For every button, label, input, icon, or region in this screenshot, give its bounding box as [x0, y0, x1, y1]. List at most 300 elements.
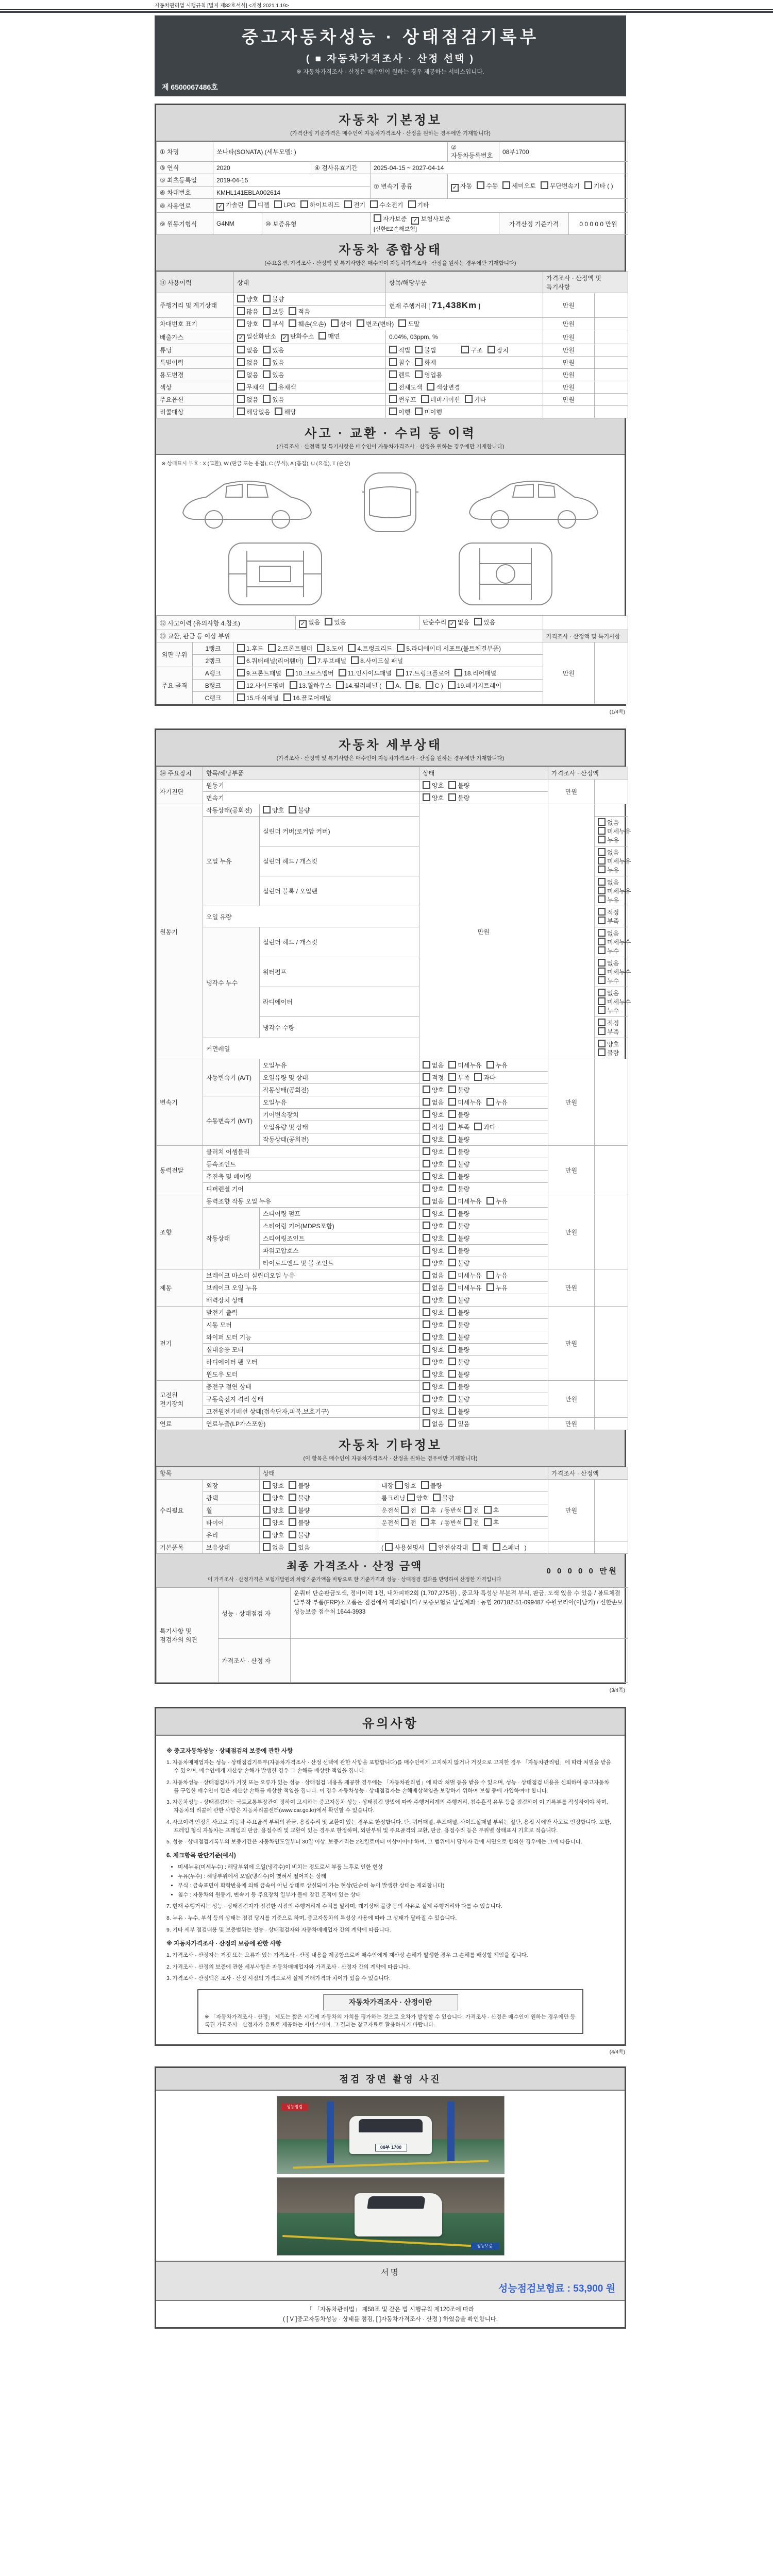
checkbox-option	[598, 997, 631, 1006]
checkbox-불량[interactable]	[448, 1308, 456, 1316]
checkbox-없음[interactable]	[598, 818, 606, 826]
field-car-name-label: ① 차명	[157, 142, 213, 162]
checkbox-없음[interactable]	[423, 1061, 430, 1069]
checkbox-option	[423, 1160, 444, 1168]
checkbox-장치[interactable]	[488, 346, 495, 353]
checkbox-13.휠하우스[interactable]	[290, 681, 297, 689]
checkbox-불량[interactable]	[448, 1395, 456, 1402]
checkbox-label: 상이	[340, 320, 352, 328]
checkbox-불량[interactable]	[448, 1110, 456, 1118]
checkbox-해당[interactable]	[275, 408, 282, 415]
checkbox-기타[interactable]	[465, 395, 473, 403]
checkbox-불량[interactable]	[448, 781, 456, 789]
checkbox-option	[448, 1333, 469, 1342]
checkbox-미세누유[interactable]	[598, 887, 606, 894]
checkbox-양호[interactable]	[423, 1395, 430, 1402]
checkbox-미세누유[interactable]	[598, 827, 606, 835]
detail-item: 실린더 헤드 / 개스킷	[260, 846, 419, 876]
field-inspection-label: ④ 검사유효기간	[311, 162, 371, 174]
checkbox-전체도색[interactable]	[389, 383, 397, 391]
checkbox-label: 해당	[284, 409, 296, 416]
checkbox-누유[interactable]	[486, 1197, 494, 1205]
checkbox-불량[interactable]	[433, 1494, 441, 1501]
checkbox-있음[interactable]	[289, 1543, 296, 1551]
checkbox-자가보증[interactable]	[374, 214, 381, 222]
checkbox-B,[interactable]	[406, 681, 413, 689]
checkbox-부족[interactable]	[448, 1073, 456, 1081]
checkbox-있음[interactable]	[263, 370, 271, 378]
checkbox-불량[interactable]	[448, 1234, 456, 1242]
checkbox-후[interactable]	[421, 1518, 429, 1526]
checkbox-불량[interactable]	[448, 1345, 456, 1353]
checkbox-18.리어패널[interactable]	[455, 669, 462, 676]
checkbox-label: 양호	[416, 1495, 428, 1502]
checkbox-불량[interactable]	[448, 1370, 456, 1378]
checkbox-option	[263, 319, 284, 328]
detail-money: 만원	[419, 804, 548, 1059]
checkbox-훼손(오손)[interactable]	[289, 319, 296, 327]
overall-label: 주요옵션	[157, 394, 234, 406]
checkbox-3.도어[interactable]	[317, 644, 325, 652]
checkbox-가솔린[interactable]: ✓	[216, 203, 224, 211]
checkbox-도말[interactable]	[398, 319, 406, 327]
checkbox-누유[interactable]	[598, 895, 606, 903]
checkbox-양호[interactable]	[423, 1259, 430, 1266]
checkbox-미세누유[interactable]	[448, 1061, 456, 1069]
checkbox-양호[interactable]	[423, 1234, 430, 1242]
checkbox-양호[interactable]	[395, 1481, 403, 1489]
checkbox-양호[interactable]	[423, 1246, 430, 1254]
detail-item: 브레이크 오일 누유	[203, 1282, 419, 1294]
checkbox-불량[interactable]	[448, 1160, 456, 1167]
checkbox-2.프론트휀더[interactable]	[268, 644, 276, 652]
checkbox-양호[interactable]	[423, 1135, 430, 1143]
checkbox-불량[interactable]	[448, 793, 456, 801]
workshop-red-sign: 성능점검	[281, 2104, 308, 2111]
checkbox-label: 없음	[607, 879, 619, 886]
section-notice-header	[156, 1708, 625, 1736]
field-fuel-options	[213, 199, 628, 213]
field-fuel-label: ⑧ 사용연료	[157, 199, 213, 213]
checkbox-미세누수[interactable]	[598, 938, 606, 945]
checkbox-6.쿼터패널(리어휀더)[interactable]	[237, 656, 245, 664]
detail-item: 오일누유	[260, 1096, 419, 1109]
checkbox-있음[interactable]	[325, 618, 332, 625]
checkbox-불량[interactable]	[289, 806, 296, 814]
checkbox-있음[interactable]	[263, 395, 271, 403]
checkbox-전기[interactable]	[344, 200, 352, 208]
checkbox-없음[interactable]	[598, 878, 606, 886]
checkbox-없음[interactable]	[598, 989, 606, 996]
checkbox-불량[interactable]	[289, 1531, 296, 1538]
box-photos	[155, 2066, 626, 2329]
checkbox-option	[473, 1543, 488, 1552]
checkbox-적정[interactable]	[598, 908, 606, 916]
checkbox-있음[interactable]	[263, 346, 271, 353]
checkbox-없음[interactable]	[263, 1543, 271, 1551]
checkbox-9.프론트패널[interactable]	[237, 669, 245, 676]
checkbox-option	[493, 1543, 520, 1552]
checkbox-기타[interactable]	[408, 200, 416, 208]
checkbox-양호[interactable]	[423, 1110, 430, 1118]
checkbox-양호[interactable]	[423, 1333, 430, 1341]
checkbox-option	[477, 181, 498, 190]
checkbox-미세누유[interactable]	[448, 1283, 456, 1291]
checkbox-양호[interactable]	[407, 1494, 415, 1501]
checkbox-label: 6.쿼터패널(리어휀더)	[246, 657, 304, 665]
checkbox-하이브리드[interactable]	[300, 200, 308, 208]
checkbox-네비게이션[interactable]	[421, 395, 429, 403]
checkbox-누수[interactable]	[598, 946, 606, 954]
checkbox-미이행[interactable]	[415, 408, 423, 415]
checkbox-10.크로스멤버[interactable]	[286, 669, 294, 676]
checkbox-누유[interactable]	[598, 836, 606, 843]
checkbox-label: 미세누수	[607, 939, 631, 946]
checkbox-기타 ( )[interactable]	[584, 181, 592, 189]
checkbox-자동[interactable]: ✓	[451, 184, 459, 192]
checkbox-option	[423, 1283, 444, 1292]
checkbox-양호[interactable]	[237, 319, 245, 327]
checkbox-양호[interactable]	[423, 1296, 430, 1303]
checkbox-상이[interactable]	[331, 319, 339, 327]
checkbox-불량[interactable]	[448, 1407, 456, 1415]
checkbox-양호[interactable]	[263, 1494, 271, 1501]
detail-item: 발전기 출력	[203, 1307, 419, 1319]
checkbox-없음[interactable]	[423, 1197, 430, 1205]
checkbox-option	[598, 857, 631, 866]
checkbox-양호[interactable]	[423, 1172, 430, 1180]
field-warranty-label: ⑩ 보증유형	[262, 213, 371, 235]
detail-status	[419, 1344, 548, 1356]
checkbox-불량[interactable]	[448, 1135, 456, 1143]
checkbox-일산화탄소[interactable]: ✓	[237, 334, 245, 342]
overall-remark	[595, 318, 628, 330]
checkbox-label: 썬루프	[398, 396, 416, 403]
overall-remark	[595, 381, 628, 394]
checkbox-label: B,	[415, 682, 421, 689]
checkbox-option	[448, 681, 501, 690]
checkbox-있음[interactable]	[474, 618, 482, 625]
checkbox-누유[interactable]	[486, 1283, 494, 1291]
checkbox-option	[448, 1147, 469, 1156]
checkbox-label: 있음	[272, 359, 284, 366]
checkbox-후[interactable]	[421, 1506, 429, 1514]
checkbox-없음[interactable]	[237, 358, 245, 366]
overall-label: 특별이력	[157, 357, 234, 369]
checkbox-5.라디에이터 서포트(볼트체결부품)[interactable]	[397, 644, 405, 652]
checkbox-없음[interactable]	[237, 370, 245, 378]
checkbox-label: 있음	[272, 371, 284, 379]
checkbox-option	[598, 989, 619, 997]
checkbox-불량[interactable]	[448, 1259, 456, 1266]
car-diagram-row-frame	[160, 538, 620, 610]
checkbox-보통[interactable]	[263, 307, 271, 315]
checkbox-option	[370, 200, 403, 209]
field-transmission-label: ⑦ 변속기 종류	[371, 174, 448, 199]
checkbox-불량[interactable]	[448, 1086, 456, 1093]
checkbox-미세누유[interactable]	[448, 1271, 456, 1279]
checkbox-양호[interactable]	[423, 1308, 430, 1316]
checkbox-16.플로어패널[interactable]	[283, 693, 291, 701]
checkbox-불량[interactable]	[448, 1222, 456, 1229]
checkbox-양호[interactable]	[423, 1086, 430, 1093]
checkbox-누유[interactable]	[486, 1271, 494, 1279]
checkbox-불량[interactable]	[263, 295, 271, 302]
checkbox-1.후드[interactable]	[237, 644, 245, 652]
checkbox-잭[interactable]	[473, 1543, 480, 1551]
checkbox-label: 불량	[458, 1309, 470, 1316]
detail-status	[419, 1368, 548, 1381]
checkbox-option	[423, 1246, 444, 1255]
checkbox-label: 잭	[482, 1544, 488, 1551]
checkbox-부식[interactable]	[263, 319, 271, 327]
checkbox-있음[interactable]	[448, 1419, 456, 1427]
checkbox-미세누유[interactable]	[448, 1197, 456, 1205]
checkbox-option	[423, 1259, 444, 1267]
checkbox-적정[interactable]	[423, 1123, 430, 1130]
detail-status	[419, 1245, 548, 1257]
checkbox-불량[interactable]	[289, 1506, 296, 1514]
rank-row	[157, 642, 628, 655]
checkbox-없음[interactable]	[598, 959, 606, 967]
checkbox-LPG[interactable]	[274, 200, 282, 208]
checkbox-적법[interactable]	[389, 346, 397, 353]
checkbox-양호[interactable]	[423, 1382, 430, 1390]
checkbox-label: 미세누유	[458, 1062, 482, 1069]
checkbox-해당없음[interactable]	[237, 408, 245, 415]
checkbox-구조[interactable]	[461, 346, 469, 353]
checkbox-전[interactable]	[401, 1506, 409, 1514]
checkbox-불량[interactable]	[448, 1184, 456, 1192]
checkbox-8.사이드실 패널[interactable]	[351, 656, 359, 664]
checkbox-불량[interactable]	[448, 1358, 456, 1365]
overall-money: 만원	[543, 330, 595, 344]
checkbox-option	[263, 307, 284, 316]
detail-status	[595, 987, 631, 1017]
checkbox-label: 양호	[432, 1161, 444, 1168]
checkbox-양호[interactable]	[237, 295, 245, 302]
checkbox-적정[interactable]	[423, 1073, 430, 1081]
checkbox-label: 누유	[607, 896, 619, 904]
checkbox-없음[interactable]	[598, 848, 606, 856]
detail-money: 만원	[548, 1381, 595, 1418]
checkbox-불량[interactable]	[421, 1481, 429, 1489]
checkbox-option	[423, 1234, 444, 1243]
checkbox-불량[interactable]	[448, 1209, 456, 1217]
checkbox-12.사이드멤버[interactable]	[237, 681, 245, 689]
checkbox-없음[interactable]	[423, 1098, 430, 1106]
checkbox-없음[interactable]: ✓	[448, 620, 456, 628]
detail-status	[595, 846, 631, 876]
checkbox-부족[interactable]	[598, 917, 606, 924]
checkbox-양호[interactable]	[423, 1320, 430, 1328]
checkbox-렌트[interactable]	[389, 370, 397, 378]
checkbox-불량[interactable]	[289, 1518, 296, 1526]
checkbox-불법[interactable]	[415, 346, 423, 353]
checkbox-label: 미세누유	[458, 1099, 482, 1106]
checkbox-미세누수[interactable]	[598, 968, 606, 975]
checkbox-7.루브패널[interactable]	[308, 656, 316, 664]
checkbox-양호[interactable]	[423, 1209, 430, 1217]
checkbox-option	[484, 1506, 499, 1515]
checkbox-C )[interactable]	[426, 681, 433, 689]
checkbox-양호[interactable]	[423, 1370, 430, 1378]
checkbox-option	[448, 1234, 469, 1243]
checkbox-A,[interactable]	[386, 681, 394, 689]
detail-status	[419, 1183, 548, 1195]
checkbox-label: 수소전기	[379, 201, 404, 209]
checkbox-없음[interactable]	[598, 929, 606, 937]
checkbox-양호[interactable]	[263, 1481, 271, 1489]
checkbox-적정[interactable]	[598, 1019, 606, 1026]
checkbox-불량[interactable]	[448, 1172, 456, 1180]
checkbox-label: 양호	[432, 1111, 444, 1118]
checkbox-누유[interactable]	[598, 866, 606, 873]
checkbox-11.인사이드패널[interactable]	[339, 669, 346, 676]
checkbox-무단변속기[interactable]	[541, 181, 548, 189]
checkbox-사용설명서[interactable]	[385, 1543, 393, 1551]
field-inspection-value: 2025-04-15 ~ 2027-04-14	[371, 162, 628, 174]
checkbox-매연[interactable]	[318, 332, 326, 340]
checkbox-안전삼각대[interactable]	[429, 1543, 436, 1551]
checkbox-15.대쉬패널[interactable]	[237, 693, 245, 701]
rank-name: C랭크	[193, 692, 234, 704]
checkbox-label: 양호	[432, 1148, 444, 1156]
checkbox-option	[502, 181, 535, 190]
detail-item: 냉각수 수량	[260, 1017, 419, 1038]
checkbox-19.패키지트레이[interactable]	[448, 681, 456, 689]
checkbox-불량[interactable]	[289, 1481, 296, 1489]
checkbox-불량[interactable]	[598, 1048, 606, 1056]
checkbox-양호[interactable]	[423, 1358, 430, 1365]
checkbox-수동[interactable]	[477, 181, 484, 189]
checkbox-label: 양호	[272, 1519, 284, 1527]
checkbox-label: 불량	[458, 1173, 470, 1180]
checkbox-부족[interactable]	[598, 1027, 606, 1035]
checkbox-option	[448, 1407, 469, 1416]
checkbox-불량[interactable]	[448, 1147, 456, 1155]
checkbox-누유[interactable]	[486, 1061, 494, 1069]
checkbox-label: 기타 ( )	[593, 182, 613, 190]
checkbox-유채색[interactable]	[269, 383, 277, 391]
checkbox-없음[interactable]	[423, 1419, 430, 1427]
checkbox-불량[interactable]	[448, 1320, 456, 1328]
checkbox-option	[389, 358, 410, 367]
final-price-band	[156, 1554, 625, 1587]
confirmation-footer	[156, 2300, 625, 2327]
checkbox-부족[interactable]	[448, 1123, 456, 1130]
notice-paragraph: 8. 누유 · 누수, 부식 등의 상태는 점검 당시를 기준으로 하며, 중고자동차의 특성상 사용에 따라 그 상태가 달라질 수 있습니다.	[166, 1915, 457, 1921]
checkbox-불량[interactable]	[448, 1333, 456, 1341]
checkbox-양호[interactable]	[423, 793, 430, 801]
checkbox-양호[interactable]	[263, 1531, 271, 1538]
checkbox-영업용[interactable]	[415, 370, 423, 378]
checkbox-label: 있음	[334, 619, 346, 626]
checkbox-과다[interactable]	[474, 1123, 482, 1130]
checkbox-양호[interactable]	[423, 1147, 430, 1155]
checkbox-label: 누유	[495, 1099, 508, 1106]
checkbox-label: 전기	[353, 201, 366, 209]
checkbox-색상변경[interactable]	[427, 383, 434, 391]
checkbox-미세누유[interactable]	[598, 857, 606, 865]
checkbox-이행[interactable]	[389, 408, 397, 415]
checkbox-없음[interactable]	[423, 1271, 430, 1279]
checkbox-디젤[interactable]	[248, 200, 256, 208]
checkbox-누수[interactable]	[598, 1006, 606, 1014]
final-price-title: 최종 가격조사 · 산정 금액	[287, 1561, 423, 1572]
checkbox-label: 18.리어패널	[464, 670, 497, 677]
checkbox-양호[interactable]	[423, 1184, 430, 1192]
checkbox-양호[interactable]	[423, 781, 430, 789]
checkbox-전[interactable]	[464, 1518, 472, 1526]
checkbox-있음[interactable]	[263, 358, 271, 366]
checkbox-4.트렁크리드[interactable]	[348, 644, 356, 652]
checkbox-양호[interactable]	[423, 1160, 430, 1167]
checkbox-스패너[interactable]	[493, 1543, 500, 1551]
checkbox-전[interactable]	[401, 1518, 409, 1526]
checkbox-적음[interactable]	[289, 307, 296, 315]
checkbox-양호[interactable]	[598, 1040, 606, 1047]
checkbox-없음[interactable]	[237, 395, 245, 403]
detail-item: 디퍼렌셜 기어	[203, 1183, 419, 1195]
checkbox-누수[interactable]	[598, 976, 606, 984]
checkbox-세미오토[interactable]	[502, 181, 510, 189]
checkbox-양호[interactable]	[263, 806, 271, 814]
checkbox-option	[474, 1123, 495, 1131]
checkbox-보험사보증[interactable]: ✓	[411, 217, 419, 225]
checkbox-누유[interactable]	[486, 1098, 494, 1106]
checkbox-수소전기[interactable]	[370, 200, 378, 208]
checkbox-17.트렁크플로어[interactable]	[396, 669, 404, 676]
checkbox-없음[interactable]	[237, 346, 245, 353]
detail-money: 만원	[548, 1195, 595, 1269]
checkbox-많음[interactable]	[237, 307, 245, 315]
checkbox-썬루프[interactable]	[389, 395, 397, 403]
checkbox-없음[interactable]	[423, 1283, 430, 1291]
checkbox-불량[interactable]	[289, 1494, 296, 1501]
checkbox-전[interactable]	[464, 1506, 472, 1514]
checkbox-label: 양호	[432, 1210, 444, 1217]
checkbox-변조(변타)[interactable]	[357, 319, 364, 327]
checkbox-불량[interactable]	[448, 1296, 456, 1303]
checkbox-없음[interactable]: ✓	[299, 620, 307, 628]
checkbox-불량[interactable]	[448, 1382, 456, 1390]
checkbox-미세누유[interactable]	[448, 1098, 456, 1106]
checkbox-양호[interactable]	[423, 1407, 430, 1415]
checkbox-탄화수소[interactable]: ✓	[281, 334, 289, 342]
checkbox-후[interactable]	[484, 1506, 492, 1514]
checkbox-option	[237, 319, 258, 328]
checkbox-양호[interactable]	[263, 1506, 271, 1514]
checkbox-후[interactable]	[484, 1518, 492, 1526]
overall-money: 만원	[543, 344, 595, 357]
checkbox-양호[interactable]	[263, 1518, 271, 1526]
overall-col-status: 상태	[234, 272, 386, 293]
checkbox-불량[interactable]	[448, 1246, 456, 1254]
checkbox-침수[interactable]	[389, 358, 397, 366]
checkbox-미세누수[interactable]	[598, 997, 606, 1005]
checkbox-14.필러패널 ([interactable]	[336, 681, 344, 689]
checkbox-양호[interactable]	[423, 1222, 430, 1229]
field-engine-type-value: G4NM	[213, 213, 262, 235]
checkbox-과다[interactable]	[474, 1073, 482, 1081]
checkbox-양호[interactable]	[423, 1345, 430, 1353]
overall-item	[386, 369, 543, 381]
car-side-left-diagram	[175, 469, 317, 536]
checkbox-무채색[interactable]	[237, 383, 245, 391]
checkbox-option	[488, 346, 509, 354]
checkbox-화재[interactable]	[415, 358, 423, 366]
